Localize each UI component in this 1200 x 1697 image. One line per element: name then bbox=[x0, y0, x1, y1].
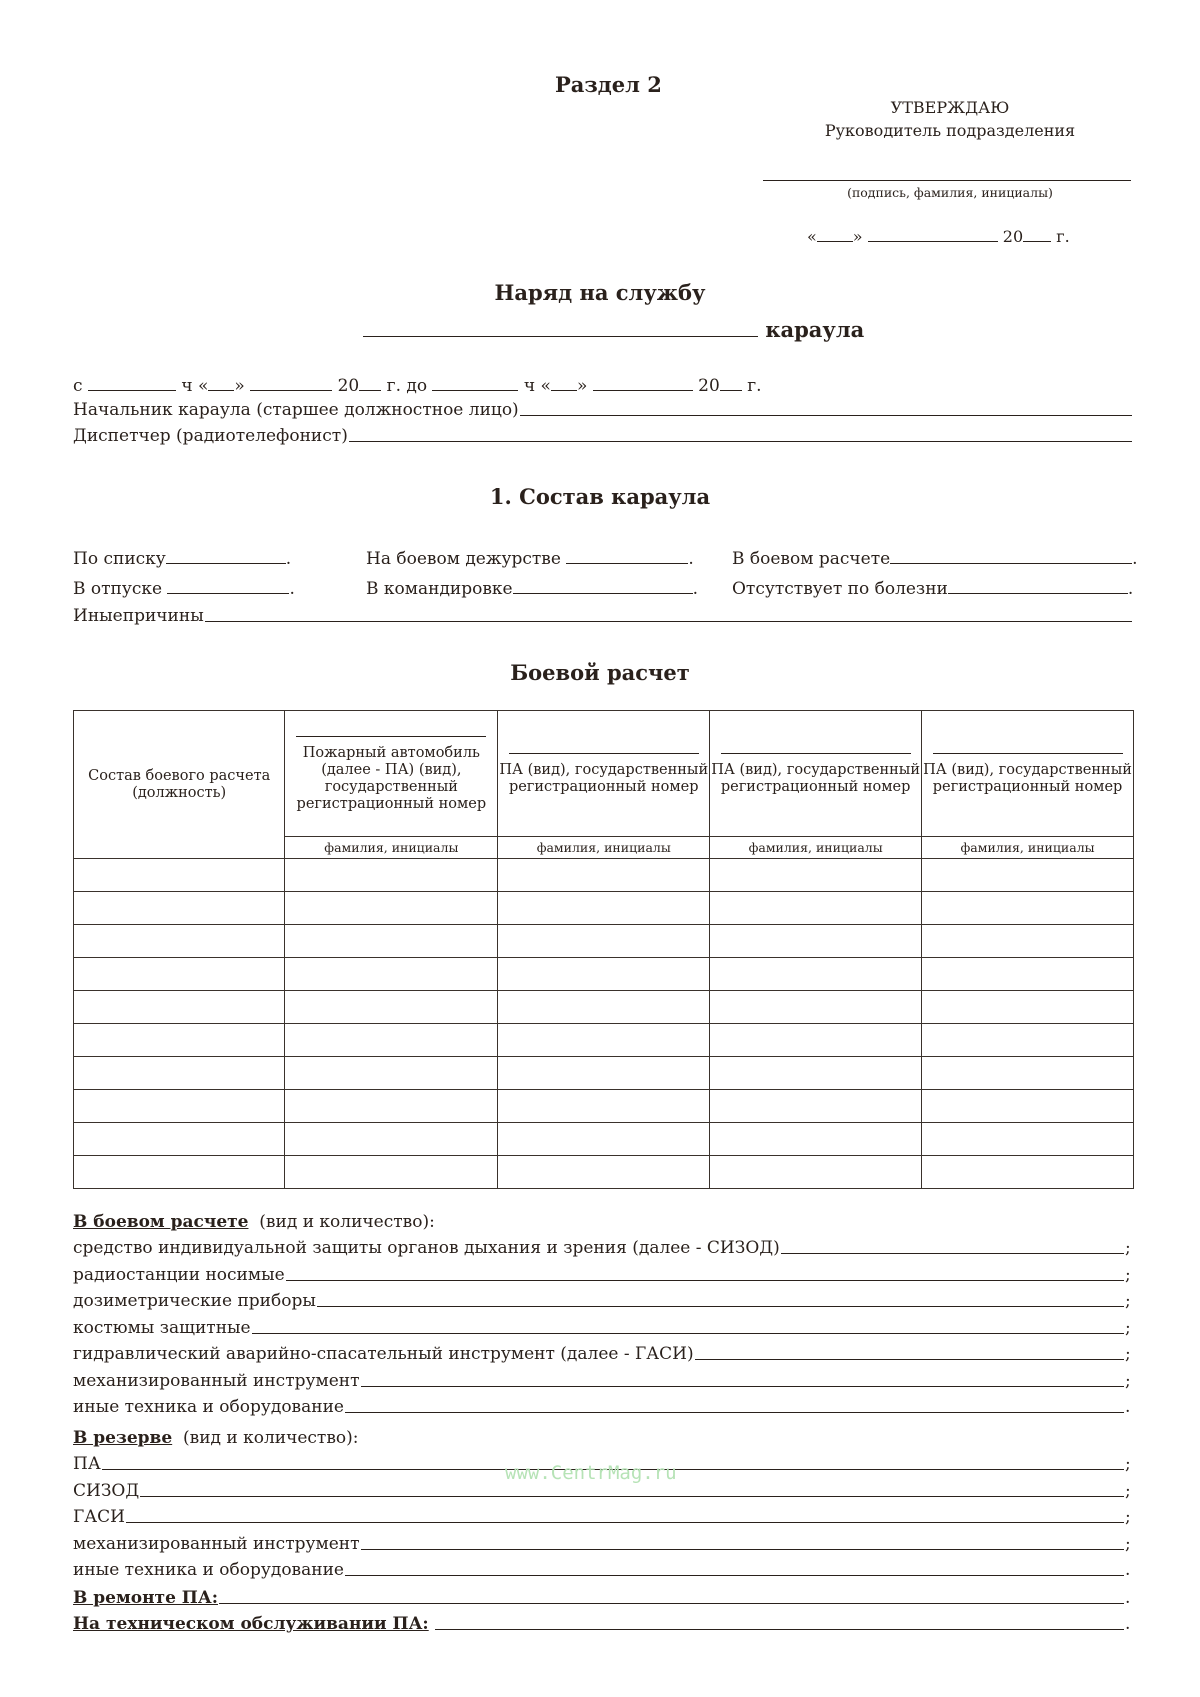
signature-line[interactable] bbox=[763, 180, 1131, 181]
table-row bbox=[74, 958, 1134, 991]
header-vehicle-3 bbox=[710, 711, 922, 837]
comp-label: В боевом расчете bbox=[732, 549, 891, 569]
table-row bbox=[74, 1057, 1134, 1090]
in-crew-item-row bbox=[73, 1291, 1133, 1311]
date-open-quote: « bbox=[807, 227, 817, 246]
in-crew-item-label: дозиметрические приборы bbox=[73, 1291, 316, 1311]
repair-field[interactable] bbox=[219, 1602, 1124, 1604]
period-to-time-field[interactable] bbox=[432, 374, 518, 391]
crew-name-cell[interactable] bbox=[285, 1057, 498, 1090]
maintenance-label: На техническом обслуживании ПА: bbox=[73, 1614, 429, 1634]
period-from-hour-label: ч « bbox=[181, 376, 209, 396]
reserve-item-label: механизированный инструмент bbox=[73, 1533, 360, 1554]
guard-line bbox=[363, 317, 864, 342]
comp-label: На боевом дежурстве bbox=[366, 549, 561, 569]
repair-label: В ремонте ПА: bbox=[73, 1588, 218, 1608]
reserve-item-row bbox=[73, 1560, 1133, 1580]
subheader-name: фамилия, инициалы bbox=[710, 837, 922, 859]
period-from-time-field[interactable] bbox=[88, 374, 176, 391]
header-text: регистрационный номер bbox=[296, 795, 487, 812]
crew-name-cell[interactable] bbox=[498, 991, 710, 1024]
crew-name-cell[interactable] bbox=[285, 1024, 498, 1057]
crew-name-cell[interactable] bbox=[710, 1090, 922, 1123]
repair-end: . bbox=[1125, 1588, 1131, 1608]
header-text: ПА (вид), государственный bbox=[711, 761, 921, 778]
combat-crew-title: Боевой расчет bbox=[510, 660, 690, 685]
maintenance-field[interactable] bbox=[435, 1628, 1124, 1630]
table-row bbox=[74, 991, 1134, 1024]
approval-approve: УТВЕРЖДАЮ bbox=[890, 98, 1010, 117]
crew-name-cell[interactable] bbox=[922, 1156, 1134, 1189]
subheader-name: фамилия, инициалы bbox=[922, 837, 1134, 859]
combat-crew-table bbox=[73, 710, 1134, 1189]
crew-name-cell[interactable] bbox=[498, 1057, 710, 1090]
crew-name-cell[interactable] bbox=[498, 958, 710, 991]
position-cell[interactable] bbox=[74, 958, 285, 991]
in-crew-note: (вид и количество): bbox=[259, 1212, 435, 1232]
crew-name-cell[interactable] bbox=[498, 1123, 710, 1156]
in-crew-item-label: гидравлический аварийно-спасательный инструмент (далее - ГАСИ) bbox=[73, 1344, 694, 1364]
date-year-suffix: г. bbox=[1056, 227, 1070, 246]
in-crew-item-label: иные техника и оборудование bbox=[73, 1397, 344, 1417]
comp-business-trip: В командировке . bbox=[366, 579, 699, 599]
date-day-field[interactable] bbox=[817, 225, 853, 242]
table-row bbox=[74, 892, 1134, 925]
crew-name-cell[interactable] bbox=[710, 1057, 922, 1090]
header-text: ПА (вид), государственный bbox=[923, 761, 1132, 778]
comp-label: В отпуске bbox=[73, 579, 163, 599]
in-crew-item-label: механизированный инструмент bbox=[73, 1370, 360, 1391]
period-from-year-prefix: 20 bbox=[337, 376, 360, 396]
crew-name-cell[interactable] bbox=[710, 892, 922, 925]
comp-vacation-field[interactable] bbox=[167, 577, 289, 594]
crew-name-cell[interactable] bbox=[710, 991, 922, 1024]
reserve-item-end: ; bbox=[1125, 1454, 1131, 1474]
period-line bbox=[73, 374, 762, 396]
header-text: государственный bbox=[324, 778, 458, 795]
in-crew-item-field[interactable] bbox=[317, 1305, 1124, 1307]
dispatcher-field[interactable] bbox=[349, 440, 1132, 442]
crew-name-cell[interactable] bbox=[285, 1156, 498, 1189]
crew-name-cell[interactable] bbox=[922, 892, 1134, 925]
in-crew-item-end: ; bbox=[1125, 1238, 1131, 1258]
comp-on-duty-field[interactable] bbox=[566, 547, 688, 564]
in-crew-item-end: ; bbox=[1125, 1264, 1131, 1285]
date-close-quote: » bbox=[852, 227, 863, 246]
in-crew-item-end: . bbox=[1125, 1397, 1131, 1417]
period-from-day-field[interactable] bbox=[208, 374, 234, 391]
signature-caption: (подпись, фамилия, инициалы) bbox=[847, 185, 1053, 200]
crew-name-cell[interactable] bbox=[285, 991, 498, 1024]
approval-role: Руководитель подразделения bbox=[824, 121, 1076, 140]
reserve-item-row bbox=[73, 1534, 1133, 1554]
in-crew-item-end: ; bbox=[1125, 1370, 1131, 1391]
reserve-item-field[interactable] bbox=[345, 1574, 1124, 1576]
position-cell[interactable] bbox=[74, 925, 285, 958]
crew-name-cell[interactable] bbox=[922, 925, 1134, 958]
table-row bbox=[74, 925, 1134, 958]
header-vehicle-4 bbox=[922, 711, 1134, 837]
crew-name-cell[interactable] bbox=[498, 859, 710, 892]
in-crew-item-end: ; bbox=[1125, 1291, 1131, 1311]
comp-sick: Отсутствует по болезни . bbox=[732, 579, 1134, 599]
in-crew-item-field[interactable] bbox=[361, 1385, 1124, 1387]
reserve-item-row bbox=[73, 1507, 1133, 1527]
period-from-close: » bbox=[234, 376, 245, 396]
table-row bbox=[74, 859, 1134, 892]
approval-date bbox=[807, 225, 1070, 247]
comp-vacation: В отпуске . bbox=[73, 579, 295, 599]
comp-label: В командировке bbox=[366, 579, 513, 599]
composition-title: 1. Состав караула bbox=[489, 484, 711, 509]
crew-name-cell[interactable] bbox=[498, 1156, 710, 1189]
in-crew-item-row bbox=[73, 1397, 1133, 1417]
comp-in-crew-field[interactable] bbox=[890, 547, 1132, 564]
in-crew-item-end: ; bbox=[1125, 1344, 1131, 1364]
period-to-hour-label: ч « bbox=[523, 376, 551, 396]
crew-name-cell[interactable] bbox=[285, 892, 498, 925]
vehicle-4-name-field[interactable] bbox=[933, 752, 1123, 754]
header-vehicle-2 bbox=[498, 711, 710, 837]
maintenance-end: . bbox=[1125, 1614, 1131, 1634]
guard-suffix: караула bbox=[765, 317, 865, 342]
crew-name-cell[interactable] bbox=[922, 1024, 1134, 1057]
crew-name-cell[interactable] bbox=[922, 991, 1134, 1024]
chief-field[interactable] bbox=[520, 414, 1132, 416]
crew-name-cell[interactable] bbox=[922, 1057, 1134, 1090]
comp-list-count: По списку . bbox=[73, 549, 292, 569]
crew-name-cell[interactable] bbox=[710, 1024, 922, 1057]
period-to-year-field[interactable] bbox=[720, 374, 742, 391]
crew-name-cell[interactable] bbox=[922, 1123, 1134, 1156]
header-vehicle-1 bbox=[285, 711, 498, 837]
reserve-item-label: ГАСИ bbox=[73, 1507, 125, 1527]
repair-row bbox=[73, 1588, 1133, 1608]
comp-sick-field[interactable] bbox=[948, 577, 1128, 594]
header-text: регистрационный номер bbox=[932, 778, 1123, 795]
period-to-day-field[interactable] bbox=[551, 374, 577, 391]
vehicle-1-name-field[interactable] bbox=[296, 735, 486, 737]
comp-other-row bbox=[73, 606, 1133, 626]
header-text: ПА (вид), государственный bbox=[499, 761, 709, 778]
reserve-item-label: ПА bbox=[73, 1454, 101, 1474]
table-row bbox=[74, 1024, 1134, 1057]
in-crew-item-label: костюмы защитные bbox=[73, 1317, 251, 1338]
subheader-name: фамилия, инициалы bbox=[498, 837, 710, 859]
subheader-name: фамилия, инициалы bbox=[285, 837, 498, 859]
reserve-item-field[interactable] bbox=[140, 1495, 1124, 1497]
table-row bbox=[74, 1123, 1134, 1156]
header-text: (далее - ПА) (вид), bbox=[321, 761, 462, 778]
reserve-item-end: ; bbox=[1125, 1480, 1131, 1501]
comp-other-label: Иныепричины bbox=[73, 606, 204, 626]
position-cell[interactable] bbox=[74, 1024, 285, 1057]
table-body bbox=[74, 859, 1134, 1189]
in-crew-item-row bbox=[73, 1344, 1133, 1364]
table-row bbox=[74, 1090, 1134, 1123]
vehicle-3-name-field[interactable] bbox=[721, 752, 911, 754]
guard-name-field[interactable] bbox=[363, 318, 758, 337]
crew-name-cell[interactable] bbox=[710, 1156, 922, 1189]
in-crew-heading-row bbox=[73, 1212, 435, 1232]
period-to-month-field[interactable] bbox=[593, 374, 693, 391]
position-cell[interactable] bbox=[74, 1123, 285, 1156]
crew-name-cell[interactable] bbox=[498, 925, 710, 958]
comp-other-field[interactable] bbox=[205, 620, 1132, 622]
dispatcher-row bbox=[73, 426, 1133, 446]
reserve-note: (вид и количество): bbox=[182, 1428, 359, 1448]
in-crew-item-row bbox=[73, 1238, 1133, 1258]
crew-name-cell[interactable] bbox=[922, 859, 1134, 892]
crew-name-cell[interactable] bbox=[498, 892, 710, 925]
crew-name-cell[interactable] bbox=[498, 1090, 710, 1123]
header-text: (должность) bbox=[132, 784, 227, 801]
in-crew-item-row bbox=[73, 1318, 1133, 1338]
in-crew-item-field[interactable] bbox=[781, 1252, 1124, 1254]
crew-name-cell[interactable] bbox=[285, 1123, 498, 1156]
dispatcher-label: Диспетчер (радиотелефонист) bbox=[73, 426, 348, 446]
crew-name-cell[interactable] bbox=[922, 1090, 1134, 1123]
crew-name-cell[interactable] bbox=[710, 958, 922, 991]
crew-name-cell[interactable] bbox=[710, 925, 922, 958]
reserve-item-end: . bbox=[1125, 1560, 1131, 1580]
period-to-close: » bbox=[576, 376, 588, 396]
crew-name-cell[interactable] bbox=[922, 958, 1134, 991]
crew-name-cell[interactable] bbox=[710, 1123, 922, 1156]
period-from-month-field[interactable] bbox=[250, 374, 332, 391]
table-row bbox=[74, 1156, 1134, 1189]
in-crew-item-field[interactable] bbox=[252, 1332, 1124, 1334]
in-crew-item-label: средство индивидуальной защиты органов дыхания и зрения (далее - СИЗОД) bbox=[73, 1238, 780, 1258]
header-text: регистрационный номер bbox=[720, 778, 911, 795]
maintenance-row bbox=[73, 1614, 1133, 1634]
table-header-row bbox=[74, 711, 1134, 837]
crew-name-cell[interactable] bbox=[498, 1024, 710, 1057]
period-from-label: с bbox=[73, 376, 83, 396]
reserve-heading-row bbox=[73, 1428, 359, 1448]
header-position bbox=[74, 711, 285, 859]
reserve-item-end: ; bbox=[1125, 1533, 1131, 1554]
reserve-item-end: ; bbox=[1125, 1507, 1131, 1527]
comp-on-duty: На боевом дежурстве . bbox=[366, 549, 694, 569]
chief-label: Начальник караула (старшее должностное лицо) bbox=[73, 400, 519, 420]
period-from-year-field[interactable] bbox=[359, 374, 381, 391]
crew-name-cell[interactable] bbox=[285, 859, 498, 892]
reserve-item-field[interactable] bbox=[126, 1521, 1124, 1523]
comp-business-trip-field[interactable] bbox=[513, 577, 693, 594]
crew-name-cell[interactable] bbox=[285, 925, 498, 958]
watermark: www.CentrMag.ru bbox=[505, 1462, 677, 1484]
in-crew-item-end: ; bbox=[1125, 1317, 1131, 1338]
in-crew-item-row bbox=[73, 1265, 1133, 1285]
header-text: регистрационный номер bbox=[508, 778, 699, 795]
order-title: Наряд на службу bbox=[494, 280, 706, 305]
position-cell[interactable] bbox=[74, 859, 285, 892]
period-to-year-prefix: 20 bbox=[698, 376, 720, 396]
header-text: Состав боевого расчета bbox=[88, 767, 271, 784]
header-text: Пожарный автомобиль bbox=[302, 744, 480, 761]
reserve-item-label: иные техника и оборудование bbox=[73, 1560, 344, 1580]
reserve-item-label: СИЗОД bbox=[73, 1480, 140, 1501]
period-to-year-suffix: г. bbox=[747, 376, 762, 396]
vehicle-2-name-field[interactable] bbox=[509, 752, 699, 754]
crew-name-cell[interactable] bbox=[710, 859, 922, 892]
in-crew-item-field[interactable] bbox=[345, 1411, 1124, 1413]
comp-in-crew: В боевом расчете . bbox=[732, 549, 1138, 569]
crew-name-cell[interactable] bbox=[285, 1090, 498, 1123]
date-year-field[interactable] bbox=[1023, 225, 1051, 242]
position-cell[interactable] bbox=[74, 1156, 285, 1189]
period-to-label: г. до bbox=[386, 376, 428, 396]
position-cell[interactable] bbox=[74, 1090, 285, 1123]
in-crew-heading: В боевом расчете bbox=[73, 1212, 249, 1232]
comp-list-field[interactable] bbox=[166, 547, 286, 564]
in-crew-item-field[interactable] bbox=[695, 1358, 1124, 1360]
chief-row bbox=[73, 400, 1133, 420]
in-crew-item-label: радиостанции носимые bbox=[73, 1264, 285, 1285]
date-month-field[interactable] bbox=[868, 225, 998, 242]
section-title: Раздел 2 bbox=[555, 72, 662, 97]
position-cell[interactable] bbox=[74, 892, 285, 925]
reserve-heading: В резерве bbox=[73, 1428, 173, 1448]
reserve-item-field[interactable] bbox=[361, 1548, 1124, 1550]
comp-label: По списку bbox=[73, 549, 166, 569]
in-crew-item-row bbox=[73, 1371, 1133, 1391]
date-year-prefix: 20 bbox=[1002, 227, 1024, 246]
position-cell[interactable] bbox=[74, 991, 285, 1024]
in-crew-item-field[interactable] bbox=[286, 1279, 1124, 1281]
crew-name-cell[interactable] bbox=[285, 958, 498, 991]
position-cell[interactable] bbox=[74, 1057, 285, 1090]
comp-label: Отсутствует по болезни bbox=[732, 579, 948, 599]
